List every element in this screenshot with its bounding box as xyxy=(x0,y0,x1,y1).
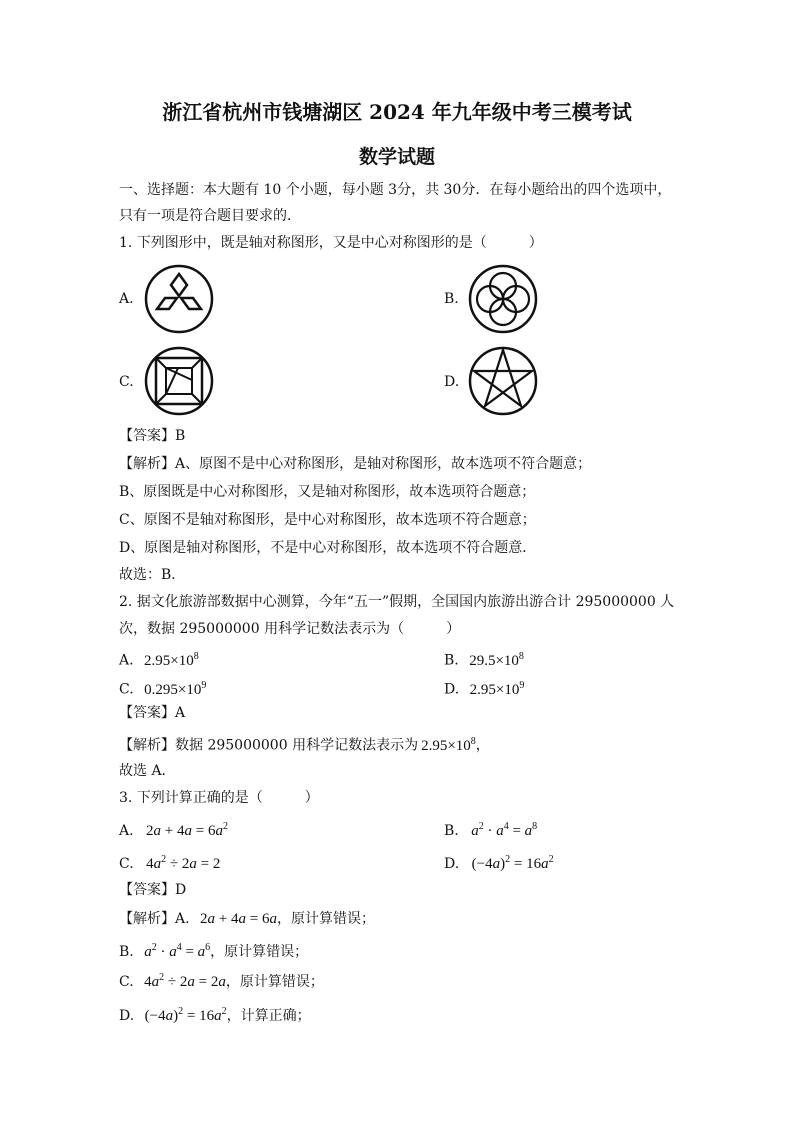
q3-option-a xyxy=(119,818,228,840)
q3-option-d-formula: $(-4a)^2 = 16a^2$ xyxy=(471,854,554,872)
q3-option-a-formula: $2a + 4a = 6a^2$ xyxy=(146,821,228,839)
q2-conclusion: 故选 A． xyxy=(119,763,176,779)
q2-explanation-punct: ， xyxy=(475,737,490,754)
star-in-circle-figure xyxy=(468,346,538,416)
page-title: 浙江省杭州市钱塘湖区 2024 年九年级中考三模考试 xyxy=(162,100,632,124)
q2-option-d-value: 2.95×10 xyxy=(469,681,520,698)
q3-explanation-tail-b: ，原计算错误； xyxy=(210,944,309,960)
q3-option-b xyxy=(444,818,537,840)
q3-stem: 3. 下列计算正确的是（ ） xyxy=(119,790,319,806)
q1-figure-d xyxy=(468,346,538,416)
q1-option-a-label: A. xyxy=(119,291,134,307)
q2-option-d xyxy=(444,677,524,699)
q2-explanation-text: 【解析】数据 295000000 用科学记数法表示为 xyxy=(119,737,419,754)
q2-option-b-exponent: 8 xyxy=(518,651,524,662)
q3-option-b-formula: $a^2 \cdot a^4 = a^8$ xyxy=(471,821,538,839)
q2-option-a-label: A. xyxy=(119,652,134,669)
q3-option-d-label: D. xyxy=(444,856,460,872)
q1-answer: 【答案】B xyxy=(119,428,186,444)
q3-option-a-label: A. xyxy=(119,823,134,839)
q1-conclusion: 故选：B． xyxy=(119,567,186,583)
q1-stem: 1. 下列图形中，既是轴对称图形，又是中心对称图形的是（ ） xyxy=(119,235,543,251)
q1-option-c-label: C. xyxy=(119,374,134,390)
q2-option-c xyxy=(119,677,206,699)
square-pinwheel-figure xyxy=(144,346,214,416)
mitsubishi-like-figure xyxy=(144,264,214,334)
q3-explanation-tail-a: ，原计算错误； xyxy=(276,911,375,927)
q3-explanation-label-c: C. xyxy=(119,974,134,990)
q1-explanation-line-1: 【解析】A、原图不是中心对称图形，是轴对称图形，故本选项不符合题意； xyxy=(119,456,592,472)
q3-explanation-tail-c: ，原计算错误； xyxy=(225,974,324,990)
q2-option-a xyxy=(119,648,199,670)
q3-explanation-tail-d: ，计算正确； xyxy=(226,1008,311,1024)
q3-explanation-formula-d: $(-4a)^2 = 16a^2$ xyxy=(144,1006,227,1024)
q2-stem-line-1: 2. 据文化旅游部数据中心测算，今年“五一”假期，全国国内旅游出游合计 295000000 人 xyxy=(119,594,675,610)
q2-option-c-label: C. xyxy=(119,681,134,698)
q3-explanation-formula-b: $a^2 \cdot a^4 = a^6$ xyxy=(144,942,211,960)
q1-figure-b xyxy=(468,264,538,334)
q3-explanation-label-b: B. xyxy=(119,944,134,960)
q3-explanation-line-4 xyxy=(119,1003,311,1025)
q2-option-c-exponent: 9 xyxy=(201,680,207,691)
q1-explanation-line-2: B、原图既是中心对称图形，又是轴对称图形，故本选项符合题意； xyxy=(119,484,536,500)
q3-explanation-line-1 xyxy=(119,910,375,928)
q3-option-c-formula: $4a^2 \div 2a = 2$ xyxy=(146,854,221,872)
q3-option-d xyxy=(444,851,554,873)
four-circles-figure xyxy=(468,264,538,334)
q3-option-c xyxy=(119,851,220,873)
q1-figure-c xyxy=(144,346,214,416)
q1-option-d-label: D. xyxy=(444,374,460,390)
q2-option-b-value: 29.5×10 xyxy=(469,652,519,669)
q2-option-b-label: B. xyxy=(444,652,459,669)
q2-explanation xyxy=(119,733,490,755)
q3-explanation-line-2 xyxy=(119,939,308,961)
q2-option-b xyxy=(444,648,524,670)
q2-option-d-exponent: 9 xyxy=(519,680,525,691)
page-subtitle: 数学试题 xyxy=(358,146,435,168)
q2-option-c-value: 0.295×10 xyxy=(144,681,202,698)
q2-option-d-label: D. xyxy=(444,681,460,698)
q2-option-a-value: 2.95×10 xyxy=(144,652,194,669)
q3-answer: 【答案】D xyxy=(119,882,187,898)
q3-explanation-line-3 xyxy=(119,969,324,991)
q1-explanation-line-3: C、原图不是轴对称图形，是中心对称图形，故本选项不符合题意； xyxy=(119,512,536,528)
q3-explanation-head: 【解析】A. xyxy=(119,911,190,927)
section-intro-line-2: 只有一项是符合题目要求的． xyxy=(119,208,301,224)
q1-explanation-line-4: D、原图是轴对称图形，不是中心对称图形，故本选项不符合题意． xyxy=(119,540,537,556)
q3-option-b-label: B. xyxy=(444,823,459,839)
q3-explanation-formula-a: 2a + 4a = 6a xyxy=(200,911,277,927)
q2-stem-line-2: 次，数据 295000000 用科学记数法表示为（ ） xyxy=(119,621,461,637)
q2-answer: 【答案】A xyxy=(119,705,186,721)
q3-explanation-formula-c: $4a^2 \div 2a = 2a$ xyxy=(144,972,226,990)
q2-explanation-value: 2.95×10 xyxy=(421,737,471,754)
q3-option-c-label: C. xyxy=(119,856,134,872)
q1-figure-a xyxy=(144,264,214,334)
q3-explanation-label-d: D. xyxy=(119,1008,135,1024)
q1-option-b-label: B. xyxy=(444,291,459,307)
q2-explanation-exponent: 8 xyxy=(470,736,476,747)
q2-option-a-exponent: 8 xyxy=(193,651,199,662)
section-intro-line-1: 一、选择题：本大题有 10 个小题，每小题 3分，共 30分．在每小题给出的四个选项中， xyxy=(119,182,672,198)
